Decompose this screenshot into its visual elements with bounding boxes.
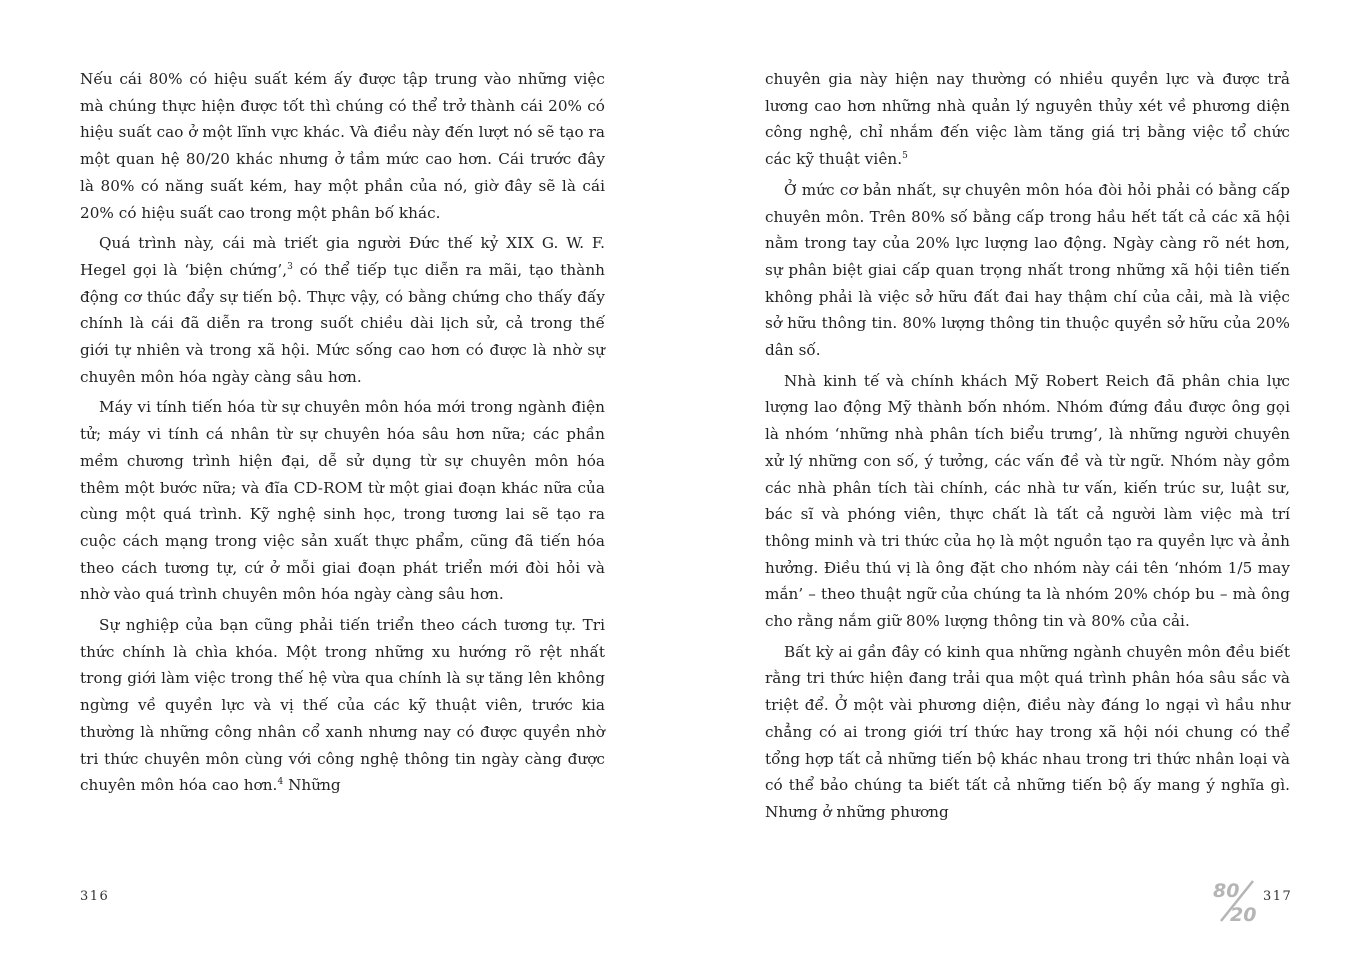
paragraph: Quá trình này, cái mà triết gia người Đức thế kỷ XIX G. W. F. Hegel gọi là ‘biện chứng’,$^3$ có thể tiếp tục diễn ra mãi, tạo thành động cơ thúc đẩy sự tiến bộ. Thực vậy, có bằng chứng cho thấy đấy chính là cái đã diễn ra trong suốt chiều dài lịch sử, cả trong thế giới tự nhiên và trong xã hội. Mức sống cao hơn có được là nhờ sự chuyên môn hóa ngày càng sâu hơn. [80,234,605,386]
paragraph: Sự nghiệp của bạn cũng phải tiến triển theo cách tương tự. Tri thức chính là chìa khóa. Một trong những xu hướng rõ rệt nhất trong giới làm việc trong thế hệ vừa qua chính là sự tăng lên không ngừng về quyền lực và vị thế của các kỹ thuật viên, trước kia thường là những công nhân cổ xanh nhưng nay có được quyền nhờ tri thức chuyên môn cùng với công nghệ thông tin ngày càng được chuyên môn hóa cao hơn.$^4$ Những [80,616,605,795]
page-number: 317 [1263,889,1293,904]
logo-top-number: 80 [1213,880,1240,902]
paragraph: Ở mức cơ bản nhất, sự chuyên môn hóa đòi hỏi phải có bằng cấp chuyên môn. Trên 80% số bằng cấp trong hầu hết tất cả các xã hội nằm trong tay của 20% lực lượng lao động. Ngày càng rõ nét hơn, sự phân biệt giai cấp quan trọng nhất trong những xã hội tiên tiến không phải là việc sở hữu đất đai hay thậm chí của cải, mà là việc sở hữu thông tin. 80% lượng thông tin thuộc quyền sở hữu của 20% dân số. [765,180,1290,360]
logo-bottom-number: 20 [1230,904,1257,924]
footnote-ref[interactable]: 5 [902,151,908,162]
paragraph: Nhà kinh tế và chính khách Mỹ Robert Reich đã phân chia lực lượng lao động Mỹ thành bốn nhóm. Nhóm đứng đầu được ông gọi là nhóm ‘những nhà phân tích biểu trưng’, là những người chuyên xử lý những con số, ý tưởng, các vấn đề và từ ngữ. Nhóm này gồm các nhà phân tích tài chính, các nhà tư vấn, kiến trúc sư, luật sư, bác sĩ và phóng viên, thực chất là tất cả người làm việc mà trí thông minh và tri thức của họ là một nguồn tạo ra quyền lực và ảnh hưởng. Điều thú vị là ông đặt cho nhóm này cái tên ‘nhóm 1/5 may mắn’ – theo thuật ngữ của chúng ta là nhóm 20% chóp bu – mà ông cho rằng nắm giữ 80% lượng thông tin và 80% của cải. [765,371,1290,631]
page-number: 316 [80,889,110,904]
left-page-text [80,66,605,803]
paragraph: chuyên gia này hiện nay thường có nhiều quyền lực và được trả lương cao hơn những nhà quản lý nguyên thủy xét về phương diện công nghệ, chỉ nhắm đến việc làm tăng giá trị bằng việc tổ chức các kỹ thuật viên.$^5$ [765,70,1290,169]
footnote-ref[interactable]: 3 [287,261,293,272]
footnote-ref[interactable]: 4 [277,777,284,788]
paragraph: Máy vi tính tiến hóa từ sự chuyên môn hóa mới trong ngành điện tử; máy vi tính cá nhân từ sự chuyên hóa sâu hơn nữa; các phần mềm chương trình hiện đại, dễ sử dụng từ sự chuyên môn hóa thêm một bước nữa; và đĩa CD-ROM từ một giai đoạn khác nữa của cùng một quá trình. Kỹ nghệ sinh học, trong tương lai sẽ tạo ra cuộc cách mạng trong việc sản xuất thực phẩm, cũng đã tiến hóa theo cách tương tự, cứ ở mỗi giai đoạn phát triển mới đòi hỏi và nhờ vào quá trình chuyên môn hóa ngày càng sâu hơn. [80,398,605,604]
right-page-text [765,66,1290,830]
book-logo-icon [1208,878,1264,924]
right-page [685,0,1370,969]
paragraph: Nếu cái 80% có hiệu suất kém ấy được tập trung vào những việc mà chúng thực hiện được tốt thì chúng có thể trở thành cái 20% có hiệu suất cao ở một lĩnh vực khác. Và điều này đến lượt nó sẽ tạo ra một quan hệ 80/20 khác nhưng ở tầm mức cao hơn. Cái trước đây là 80% có năng suất kém, hay một phần của nó, giờ đây sẽ là cái 20% có hiệu suất cao trong một phân bố khác. [80,70,605,222]
paragraph: Bất kỳ ai gần đây có kinh qua những ngành chuyên môn đều biết rằng tri thức hiện đang trải qua một quá trình phân hóa sâu sắc và triệt để. Ở một vài phương diện, điều này đáng lo ngại vì hầu như chẳng có ai trong giới trí thức hay trong xã hội nói chung có thể tổng hợp tất cả những tiến bộ khác nhau trong tri thức nhân loại và có thể bảo chúng ta biết tất cả những tiến bộ ấy mang ý nghĩa gì. Nhưng ở những phương [765,642,1290,821]
